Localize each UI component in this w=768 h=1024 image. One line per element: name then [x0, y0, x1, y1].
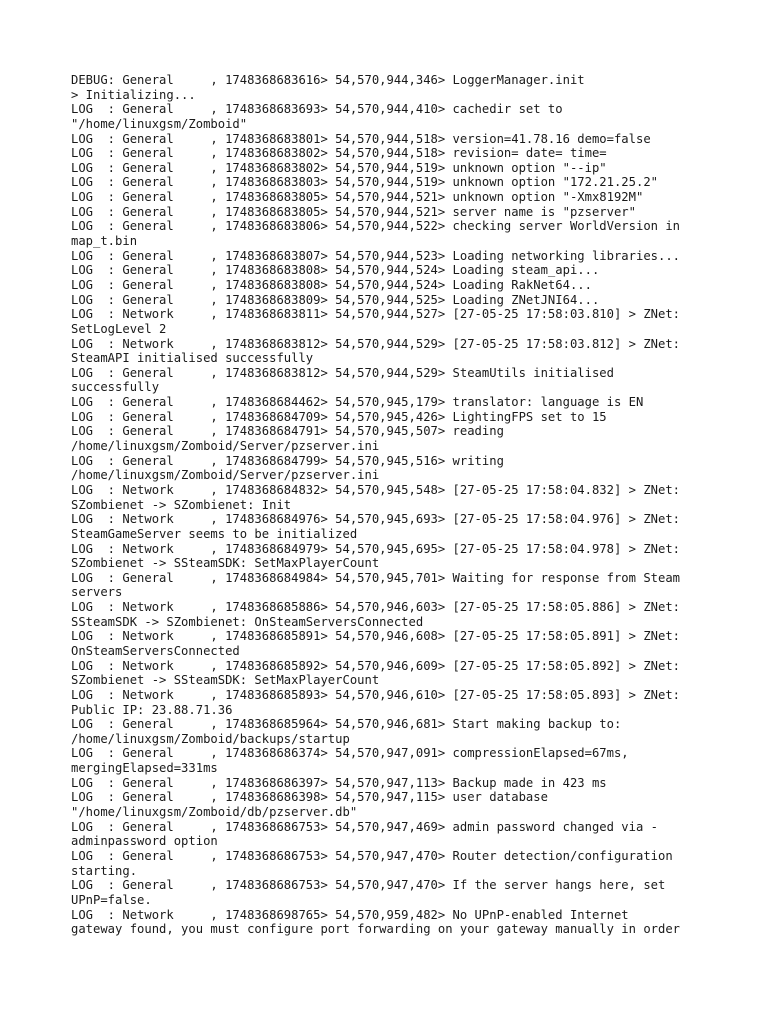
log-line: UPnP=false.	[71, 892, 152, 907]
log-line: LOG : General , 1748368683803> 54,570,944,519> unknown option "172.21.25.2"	[71, 175, 658, 190]
log-line: LOG : General , 1748368686374> 54,570,947,091> compressionElapsed=67ms,	[71, 746, 629, 761]
log-line: LOG : General , 1748368683801> 54,570,944,518> version=41.78.16 demo=false	[71, 131, 651, 146]
log-line: LOG : General , 1748368684791> 54,570,945,507> reading	[71, 424, 504, 439]
log-line: servers	[71, 585, 123, 600]
log-line: LOG : General , 1748368683808> 54,570,944,524> Loading steam_api...	[71, 263, 600, 278]
log-line: SetLogLevel 2	[71, 321, 167, 336]
log-line: "/home/linuxgsm/Zomboid"	[71, 116, 248, 131]
log-line: /home/linuxgsm/Zomboid/Server/pzserver.ini	[71, 439, 380, 454]
log-line: LOG : Network , 1748368685893> 54,570,946,610> [27-05-25 17:58:05.893] > ZNet:	[71, 687, 681, 702]
log-line: LOG : General , 1748368683812> 54,570,944,529> SteamUtils initialised	[71, 365, 614, 380]
log-line: LOG : General , 1748368683693> 54,570,944,410> cachedir set to	[71, 102, 563, 117]
log-line: Public IP: 23.88.71.36	[71, 702, 233, 717]
log-line: DEBUG: General , 1748368683616> 54,570,944,346> LoggerManager.init	[71, 73, 585, 87]
log-line: SZombienet -> SZombienet: Init	[71, 497, 292, 512]
log-line: LOG : General , 1748368683809> 54,570,944,525> Loading ZNetJNI64...	[71, 292, 600, 307]
log-line: LOG : General , 1748368683806> 54,570,944,522> checking server WorldVersion in	[71, 219, 681, 234]
log-line: LOG : General , 1748368683807> 54,570,944,523> Loading networking libraries...	[71, 248, 681, 263]
log-line: SteamAPI initialised successfully	[71, 351, 314, 366]
log-line: LOG : Network , 1748368683811> 54,570,944,527> [27-05-25 17:58:03.810] > ZNet:	[71, 307, 681, 322]
log-line: /home/linuxgsm/Zomboid/backups/startup	[71, 731, 350, 746]
log-line: LOG : Network , 1748368683812> 54,570,944,529> [27-05-25 17:58:03.812] > ZNet:	[71, 336, 681, 351]
log-line: starting.	[71, 863, 138, 878]
log-line: LOG : General , 1748368684984> 54,570,945,701> Waiting for response from Steam	[71, 570, 681, 585]
log-line: SZombienet -> SSteamSDK: SetMaxPlayerCount	[71, 556, 380, 571]
log-line: LOG : General , 1748368684709> 54,570,945,426> LightingFPS set to 15	[71, 409, 607, 424]
log-line: LOG : General , 1748368686397> 54,570,947,113> Backup made in 423 ms	[71, 775, 607, 790]
log-line: LOG : Network , 1748368685886> 54,570,946,603> [27-05-25 17:58:05.886] > ZNet:	[71, 600, 681, 615]
log-line: LOG : Network , 1748368684976> 54,570,945,693> [27-05-25 17:58:04.976] > ZNet:	[71, 512, 681, 527]
log-line: LOG : General , 1748368683805> 54,570,944,521> unknown option "-Xmx8192M"	[71, 190, 644, 205]
log-line: SSteamSDK -> SZombienet: OnSteamServersConnected	[71, 614, 424, 629]
log-line: successfully	[71, 380, 160, 395]
log-line: LOG : General , 1748368686753> 54,570,947,469> admin password changed via -	[71, 819, 658, 834]
log-line: OnSteamServersConnected	[71, 643, 240, 658]
log-line: LOG : Network , 1748368684832> 54,570,945,548> [27-05-25 17:58:04.832] > ZNet:	[71, 482, 681, 497]
log-line: map_t.bin	[71, 234, 138, 249]
log-line: /home/linuxgsm/Zomboid/Server/pzserver.ini	[71, 468, 380, 483]
log-line: LOG : General , 1748368683805> 54,570,944,521> server name is "pzserver"	[71, 204, 636, 219]
log-line: LOG : General , 1748368684462> 54,570,945,179> translator: language is EN	[71, 395, 644, 410]
log-line: LOG : General , 1748368683802> 54,570,944,518> revision= date= time=	[71, 146, 607, 161]
log-line: > Initializing...	[71, 87, 196, 102]
log-line: "/home/linuxgsm/Zomboid/db/pzserver.db"	[71, 805, 358, 820]
log-line: LOG : General , 1748368683802> 54,570,944,519> unknown option "--ip"	[71, 160, 607, 175]
log-line: LOG : General , 1748368683808> 54,570,944,524> Loading RakNet64...	[71, 277, 592, 292]
log-line: LOG : General , 1748368684799> 54,570,945,516> writing	[71, 453, 504, 468]
log-line: adminpassword option	[71, 834, 218, 849]
log-line: LOG : Network , 1748368685891> 54,570,946,608> [27-05-25 17:58:05.891] > ZNet:	[71, 629, 681, 644]
log-line: SZombienet -> SSteamSDK: SetMaxPlayerCount	[71, 673, 380, 688]
log-line: LOG : Network , 1748368684979> 54,570,945,695> [27-05-25 17:58:04.978] > ZNet:	[71, 541, 681, 556]
log-line: LOG : General , 1748368685964> 54,570,946,681> Start making backup to:	[71, 717, 622, 732]
log-line: gateway found, you must configure port forwarding on your gateway manually in order	[71, 922, 681, 937]
log-line: LOG : General , 1748368686753> 54,570,947,470> Router detection/configuration	[71, 848, 673, 863]
server-log-text	[71, 73, 711, 937]
log-line: LOG : Network , 1748368685892> 54,570,946,609> [27-05-25 17:58:05.892] > ZNet:	[71, 658, 681, 673]
log-line: LOG : Network , 1748368698765> 54,570,959,482> No UPnP-enabled Internet	[71, 907, 629, 922]
log-line: mergingElapsed=331ms	[71, 761, 218, 776]
log-line: LOG : General , 1748368686753> 54,570,947,470> If the server hangs here, set	[71, 878, 666, 893]
log-line: SteamGameServer seems to be initialized	[71, 526, 358, 541]
log-line: LOG : General , 1748368686398> 54,570,947,115> user database	[71, 790, 548, 805]
